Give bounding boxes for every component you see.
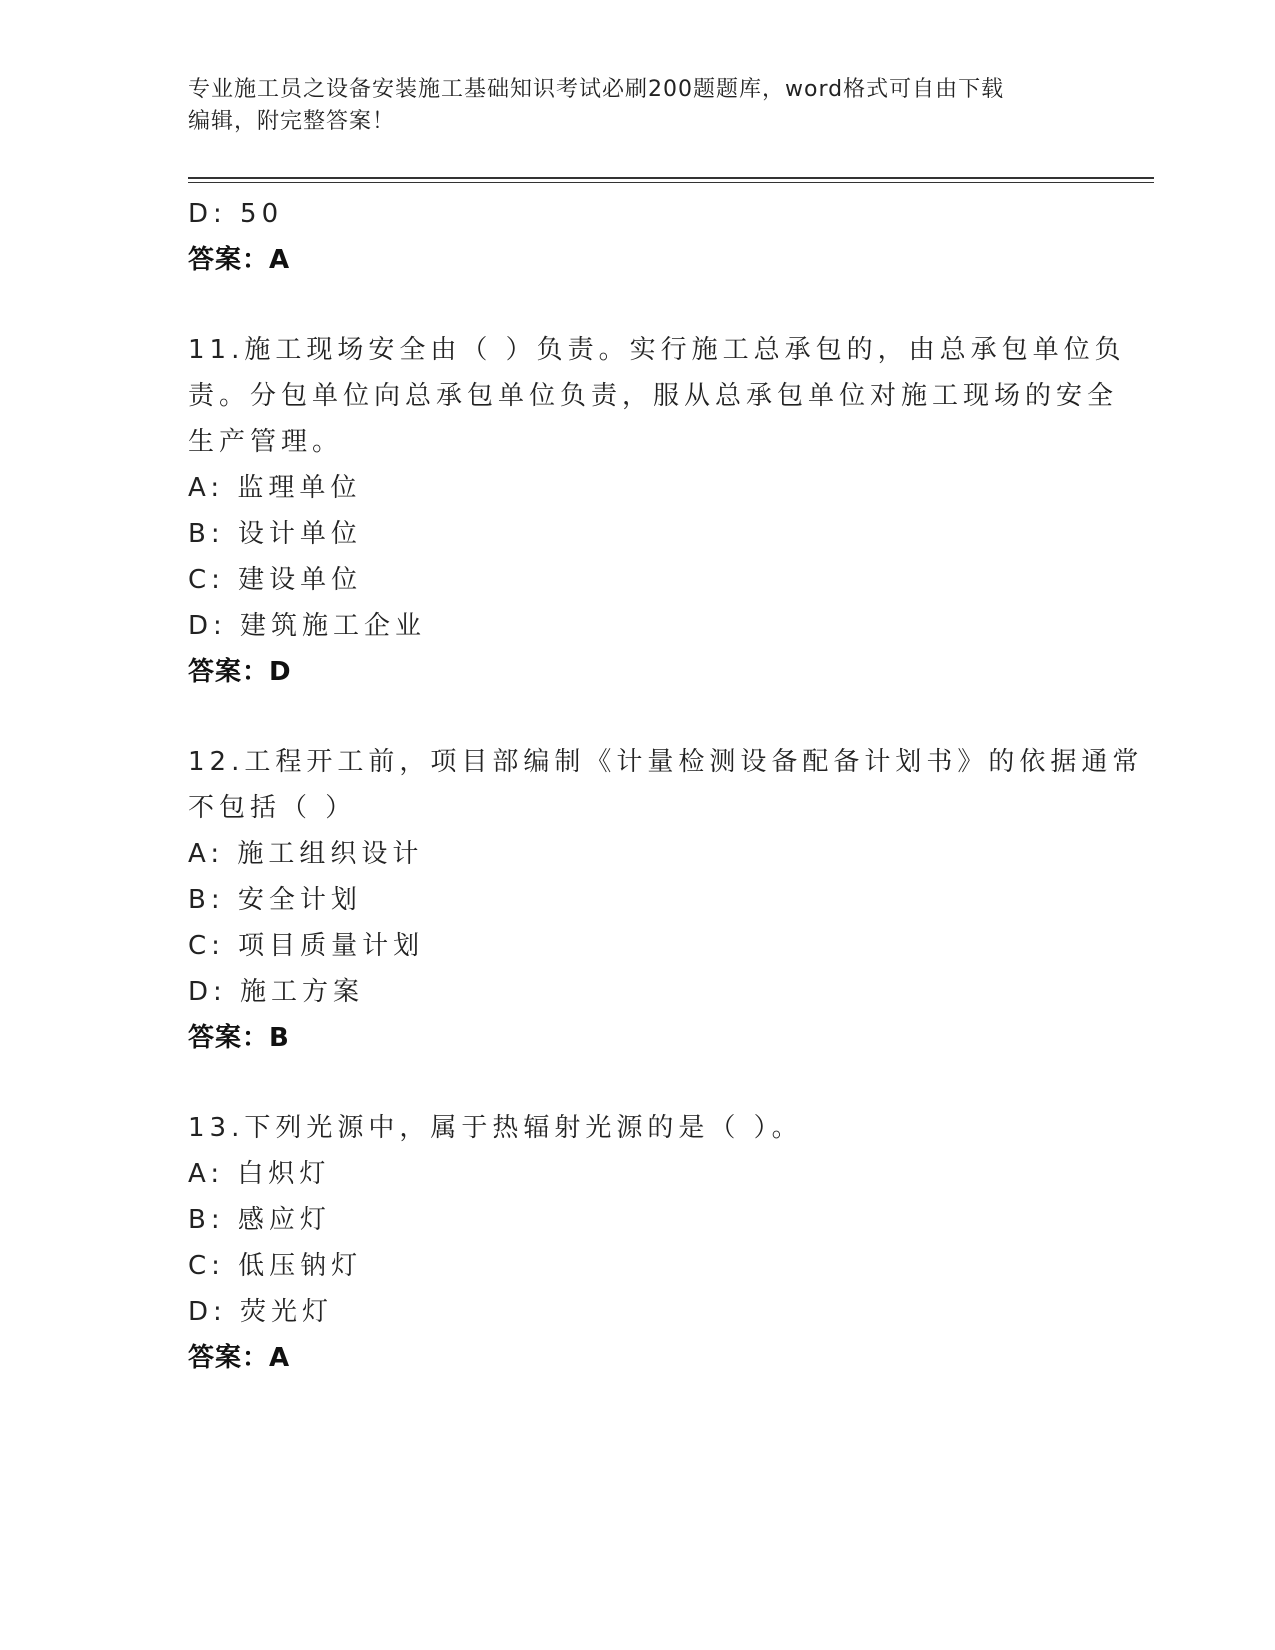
header-divider-thin	[188, 182, 1154, 183]
option-a: A: 施工组织设计	[188, 839, 424, 869]
question-text-line: 生产管理。	[188, 427, 344, 457]
previous-question-tail	[188, 191, 1088, 283]
option-d: D: 荧光灯	[188, 1297, 334, 1327]
answer-label: 答案：B	[188, 1023, 290, 1053]
answer-label: 答案：A	[188, 245, 291, 275]
option-c: C: 低压钠灯	[188, 1251, 363, 1281]
document-header	[188, 74, 1088, 138]
header-line-1: 专业施工员之设备安装施工基础知识考试必刷200题题库，word格式可自由下载	[188, 77, 1005, 102]
option-list	[188, 1151, 1088, 1335]
question-text-line: 11.施工现场安全由（ ）负责。实行施工总承包的，由总承包单位负	[188, 335, 1126, 365]
answer-label: 答案：A	[188, 1343, 291, 1373]
question-11	[188, 327, 1126, 695]
question-text-line: 不包括（ ）	[188, 793, 357, 823]
option-c: C: 项目质量计划	[188, 931, 425, 961]
question-text-line: 12.工程开工前，项目部编制《计量检测设备配备计划书》的依据通常	[188, 747, 1144, 777]
option-a: A: 白炽灯	[188, 1159, 331, 1189]
option-b: B: 安全计划	[188, 885, 362, 915]
answer-label: 答案：D	[188, 657, 292, 687]
option-list	[188, 465, 1088, 649]
option-d: D: 50	[188, 199, 284, 229]
option-list	[188, 831, 1088, 1015]
option-d: D: 建筑施工企业	[188, 611, 427, 641]
question-text-line: 13.下列光源中，属于热辐射光源的是（ ）。	[188, 1113, 803, 1143]
option-b: B: 感应灯	[188, 1205, 331, 1235]
question-13	[188, 1105, 1088, 1381]
question-list	[188, 191, 1144, 1381]
question-12	[188, 739, 1144, 1061]
option-c: C: 建设单位	[188, 565, 363, 595]
header-line-2: 编辑，附完整答案！	[188, 109, 396, 134]
option-d: D: 施工方案	[188, 977, 365, 1007]
option-b: B: 设计单位	[188, 519, 362, 549]
header-divider-thick	[188, 177, 1154, 179]
question-text-line: 责。分包单位向总承包单位负责，服从总承包单位对施工现场的安全	[188, 381, 1119, 411]
option-a: A: 监理单位	[188, 473, 362, 503]
